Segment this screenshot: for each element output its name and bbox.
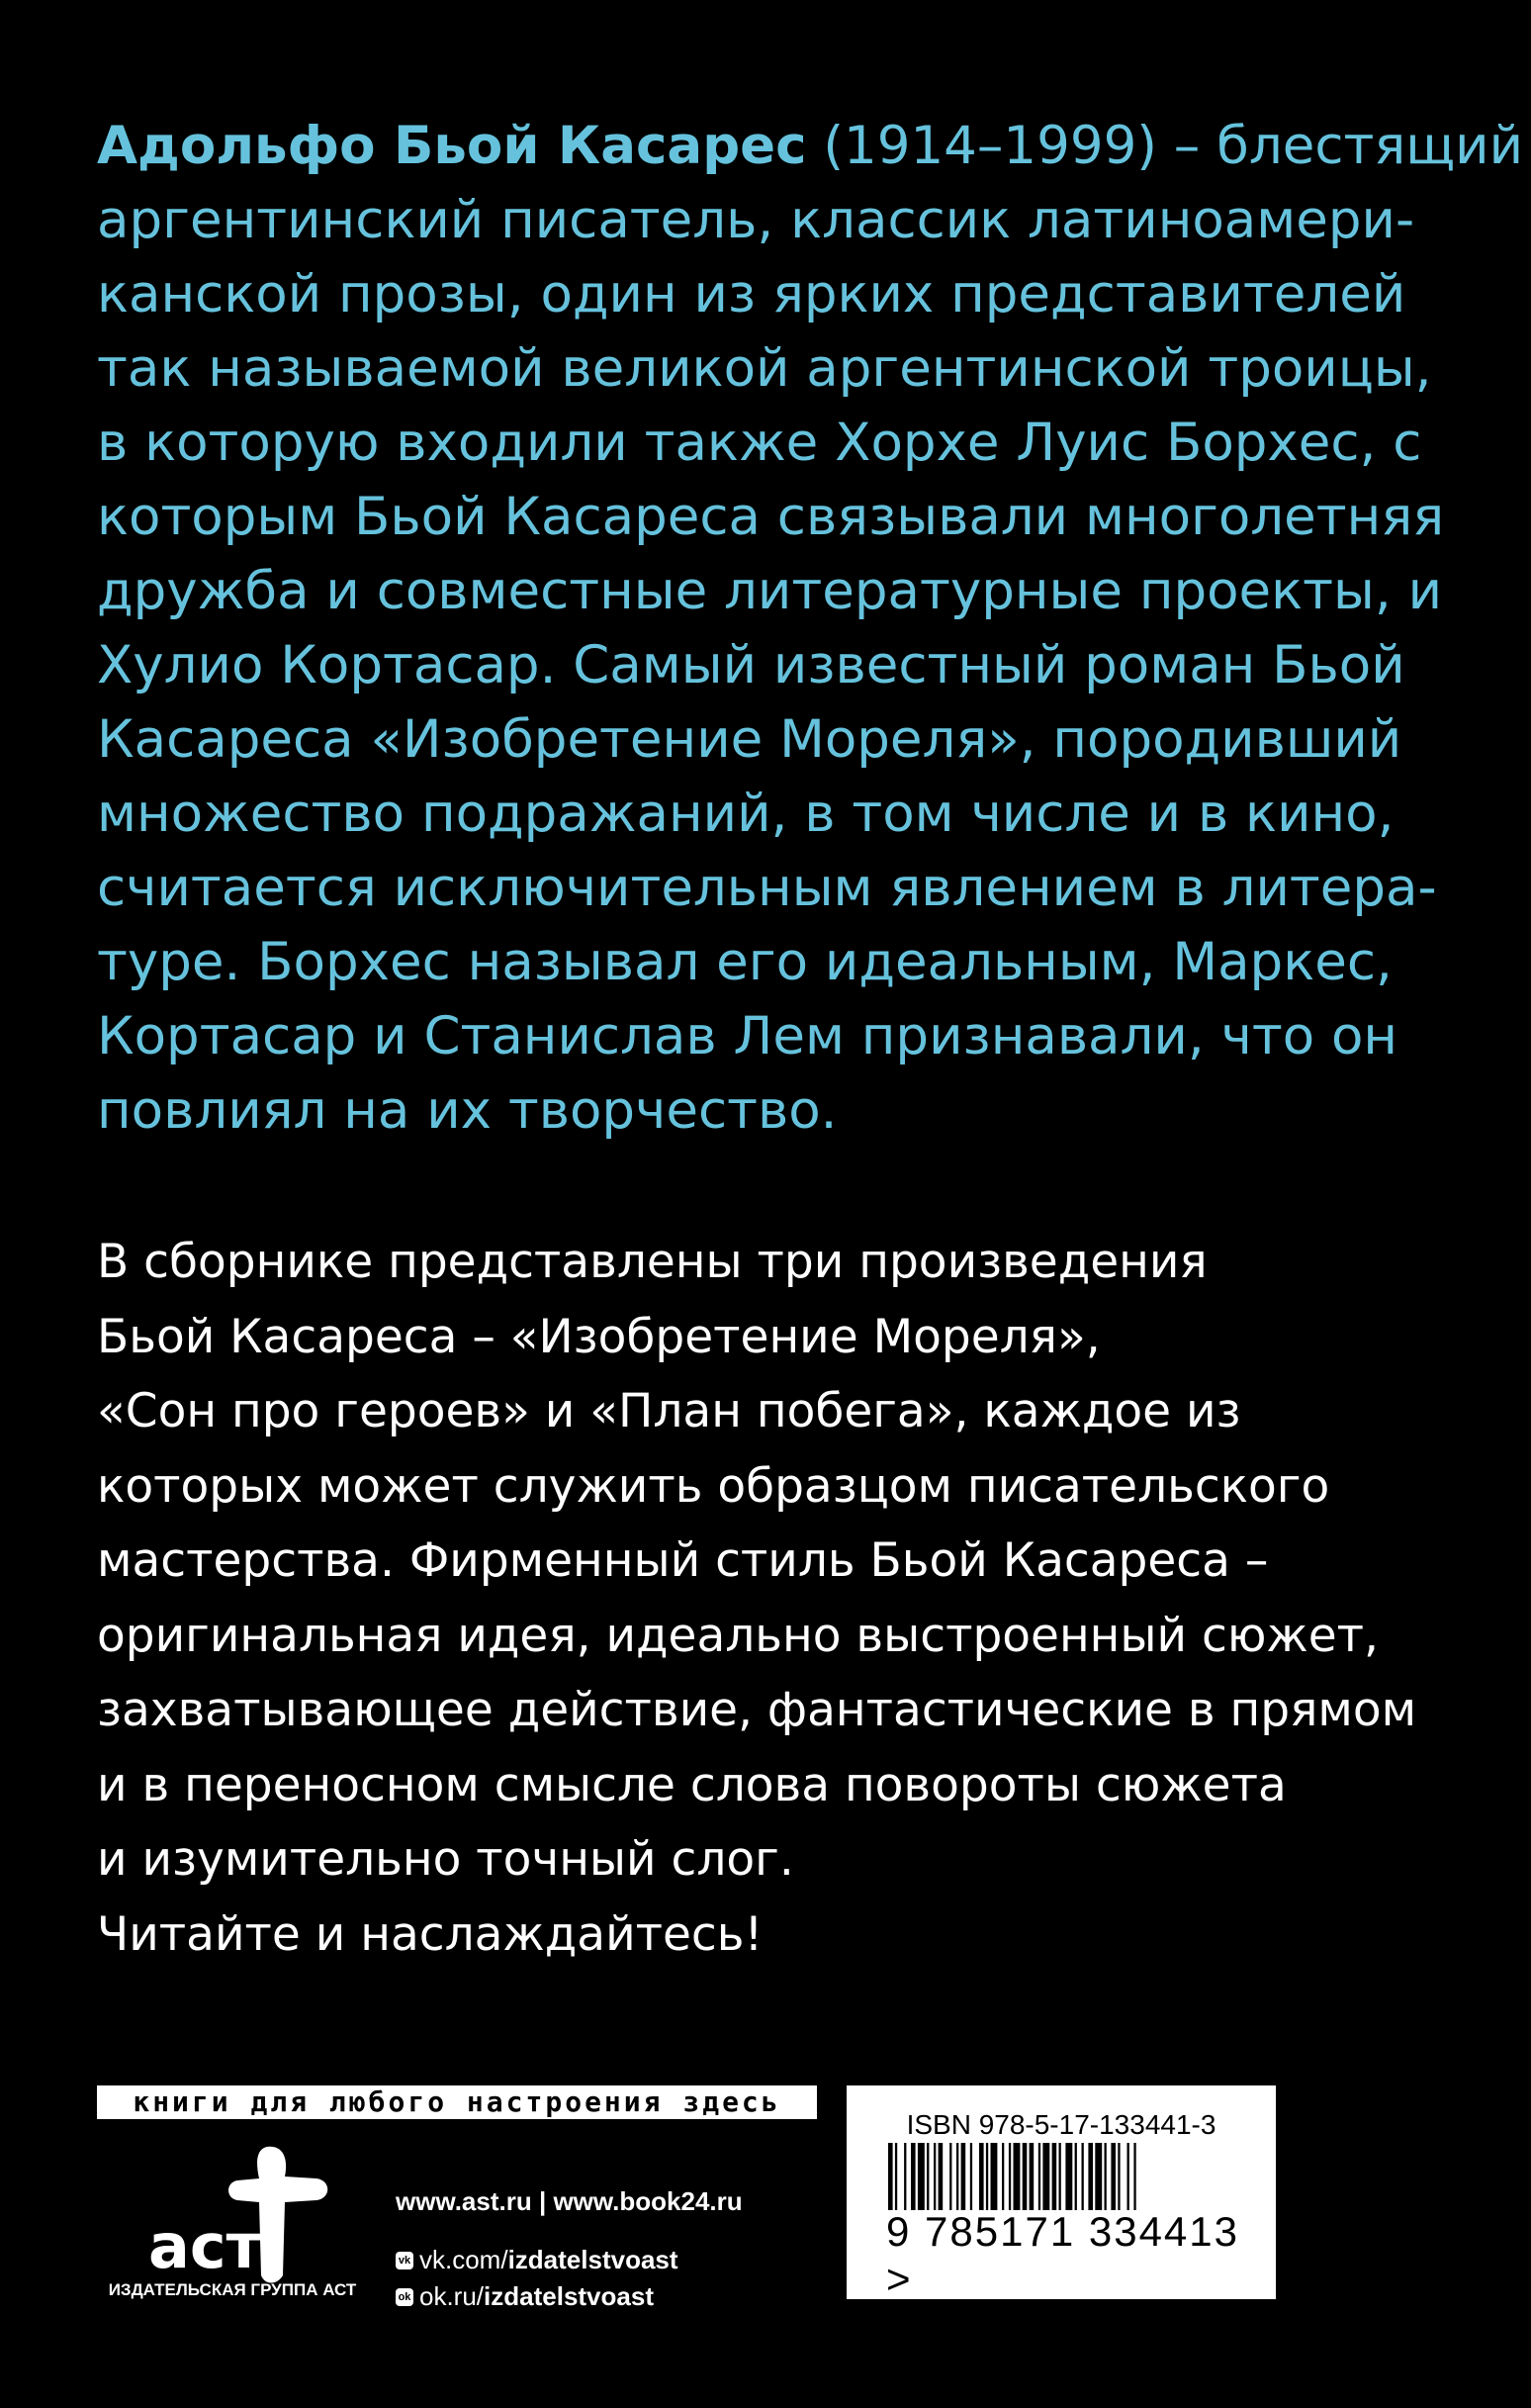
barcode-bar [1075, 2143, 1077, 2210]
barcode-bar [1030, 2143, 1035, 2210]
barcode-bar [1014, 2143, 1021, 2210]
ok-link[interactable]: ok ok.ru/ izdatelstvoast [396, 2281, 743, 2312]
isbn-barcode-box [847, 2085, 1276, 2302]
barcode-bar [970, 2143, 972, 2210]
barcode-bar [1118, 2143, 1120, 2210]
barcode-bar [956, 2143, 958, 2210]
barcode-bar [1002, 2143, 1004, 2210]
bio-line: считается исключительным явлением в литера- [97, 858, 1437, 918]
description-line: мастерства. Фирменный стиль Бьой Касареса – [97, 1533, 1269, 1588]
barcode-bar [1009, 2143, 1011, 2210]
barcode-bar [927, 2143, 929, 2210]
barcode-digits: 9 785171 334413 > [886, 2208, 1239, 2302]
book-description [97, 1225, 1417, 1972]
barcode-bar [1127, 2143, 1129, 2210]
vk-icon: vk [396, 2252, 413, 2269]
description-line: захватывающее действие, фантастические в прямом [97, 1683, 1417, 1737]
barcode-bar [1042, 2143, 1049, 2210]
bio-line: так называемой великой аргентинской троицы, [97, 338, 1432, 399]
barcode-bar [939, 2143, 944, 2210]
logo-caption: ИЗДАТЕЛЬСКАЯ ГРУППА АСТ [108, 2280, 357, 2299]
bio-line: Касареса «Изобретение Мореля», породивший [97, 709, 1402, 770]
barcode-bar [1111, 2143, 1116, 2210]
vk-link[interactable]: vk vk.com/ izdatelstvoast [396, 2245, 743, 2275]
bio-line: аргентинский писатель, классик латиноамери- [97, 190, 1415, 250]
bio-line: Кортасар и Станислав Лем признавали, что он [97, 1006, 1398, 1066]
bio-line: множество подражаний, в том числе и в кино, [97, 784, 1395, 844]
bio-line: канской прозы, один из ярких представителей [97, 264, 1406, 324]
barcode-bar [1088, 2143, 1093, 2210]
barcode-bar [888, 2143, 893, 2210]
barcode-bar [1023, 2143, 1028, 2210]
barcode-bar [1052, 2143, 1057, 2210]
description-line: оригинальная идея, идеально выстроенный сюжет, [97, 1608, 1379, 1663]
bio-line: повлиял на их творчество. [97, 1080, 838, 1141]
barcode-bar [1059, 2143, 1061, 2210]
barcode-bar [918, 2143, 925, 2210]
barcode-bar [979, 2143, 984, 2210]
barcode-bar [934, 2143, 936, 2210]
barcode-bar [1133, 2143, 1135, 2210]
barcode-bar [1065, 2143, 1072, 2210]
description-line: и в переносном смысле слова повороты сюжета [97, 1757, 1287, 1812]
tagline-banner: книги для любого настроения здесь [97, 2085, 817, 2119]
description-line: «Сон про героев» и «План побега», каждое из [97, 1384, 1241, 1438]
publisher-links [396, 2186, 743, 2318]
ok-icon: ok [396, 2288, 413, 2306]
barcode-bar [961, 2143, 966, 2210]
bio-line: туре. Борхес называл его идеальным, Маркес, [97, 932, 1393, 992]
barcode-bar [1105, 2143, 1107, 2210]
barcode-bar [895, 2143, 897, 2210]
bio-line: Хулио Кортасар. Самый известный роман Бьой [97, 635, 1405, 695]
description-line: Бьой Касареса – «Изобретение Мореля», [97, 1309, 1101, 1364]
author-bio [97, 109, 1524, 1148]
barcode [888, 2143, 1234, 2210]
barcode-bar [911, 2143, 916, 2210]
description-line: Читайте и наслаждайтесь! [97, 1906, 764, 1962]
bio-line: дружба и совместные литературные проекты, и [97, 561, 1443, 621]
barcode-bar [949, 2143, 951, 2210]
description-line: которых может служить образцом писательского [97, 1458, 1330, 1514]
barcode-bar [1095, 2143, 1102, 2210]
isbn-label: ISBN 978-5-17-133441-3 [906, 2109, 1216, 2140]
website-links[interactable]: www.ast.ru | www.book24.ru [396, 2186, 743, 2216]
bio-line-0: Адольфо Бьой Касарес (1914–1999) – блестящий [97, 116, 1524, 176]
barcode-bar [1038, 2143, 1040, 2210]
bio-line: в которую входили также Хорхе Луис Борхес, с [97, 413, 1422, 473]
barcode-bar [986, 2143, 988, 2210]
bio-line: которым Бьой Касареса связывали многолетняя [97, 487, 1445, 547]
barcode-bar [904, 2143, 906, 2210]
barcode-bar [1082, 2143, 1084, 2210]
barcode-bar [991, 2143, 998, 2210]
author-name: Адольфо Бьой Касарес [97, 116, 807, 176]
logo-text: аст [148, 2210, 262, 2282]
description-line: и изумительно точный слог. [97, 1832, 794, 1887]
description-line: В сборнике представлены три произведения [97, 1235, 1208, 1289]
